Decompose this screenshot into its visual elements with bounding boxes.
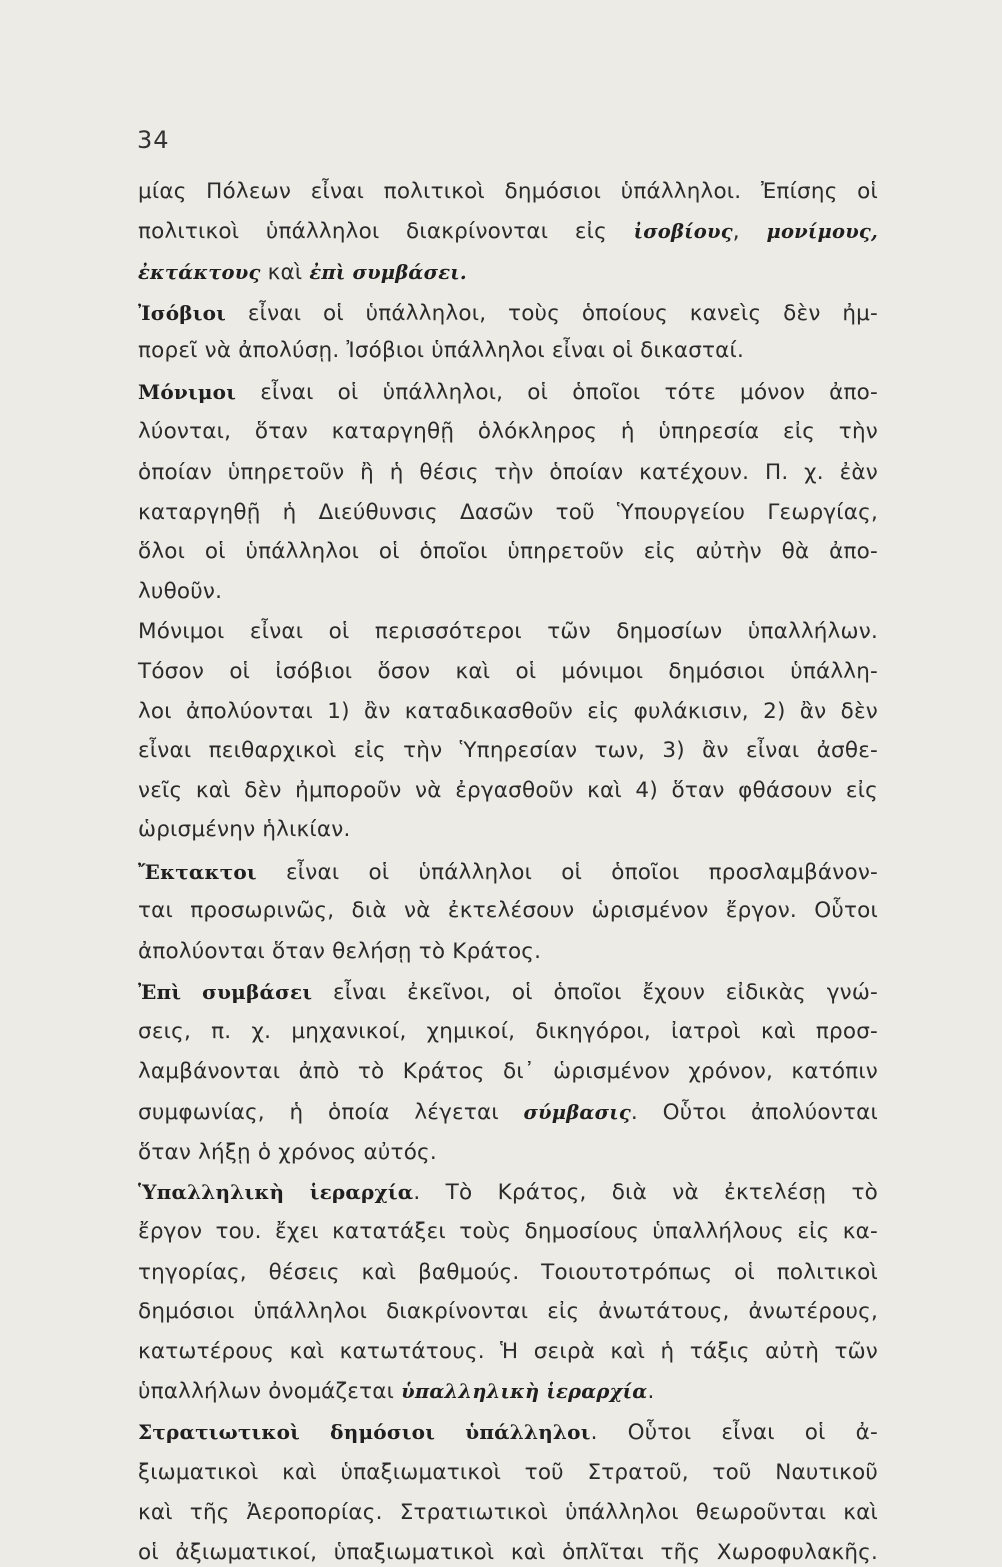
text-line (138, 1418, 878, 1447)
text-run: δημόσιοι ὑπάλληλοι διακρίνονται εἰς ἀνωτάτους, ἀνωτέρους, (138, 1299, 878, 1324)
emphasized-term: ὑπαλληλικὴ ἱεραρχία (401, 1380, 648, 1403)
text-line (138, 578, 222, 606)
emphasized-term: Μόνιμοι (138, 380, 237, 404)
text-run: ἔργον του. ἔχει κατατάξει τοὺς δημοσίους ὑπαλλήλους εἰς κα- (138, 1219, 878, 1244)
emphasized-term: ἐκτάκτους (138, 261, 261, 284)
text-line (138, 1459, 878, 1487)
text-line (138, 459, 878, 487)
text-line (138, 1139, 437, 1167)
text-run: τηγορίας, θέσεις καὶ βαθμούς. Τοιουτοτρόπως οἱ πολιτικοὶ (138, 1260, 878, 1285)
text-run: σεις, π. χ. μηχανικοί, χημικοί, δικηγόροι, ἰατροὶ καὶ προσ- (138, 1019, 878, 1044)
text-line (138, 178, 878, 206)
text-line (138, 1099, 878, 1127)
text-line (138, 618, 878, 646)
text-run: ται προσωρινῶς, διὰ νὰ ἐκτελέσουν ὡρισμένον ἔργον. Οὗτοι (138, 898, 878, 923)
text-run: νεῖς καὶ δὲν ἠμποροῦν νὰ ἐργασθοῦν καὶ 4) ὅταν φθάσουν εἰς (138, 778, 878, 803)
text-run: οἱ ἀξιωματικοί, ὑπαξιωματικοὶ καὶ ὁπλῖται τῆς Χωροφυλακῆς. (138, 1540, 878, 1565)
text-run: Τόσον οἱ ἰσόβιοι ὅσον καὶ οἱ μόνιμοι δημόσιοι ὑπάλλη- (138, 659, 878, 684)
text-line (138, 299, 878, 328)
text-run: λαμβάνονται ἀπὸ τὸ Κράτος δι᾽ ὡρισμένον χρόνον, κατόπιν (138, 1059, 878, 1084)
text-line (138, 938, 541, 966)
text-line (138, 1178, 878, 1207)
text-run: μίας Πόλεων εἶναι πολιτικοὶ δημόσιοι ὑπάλληλοι. Ἐπίσης οἱ (138, 179, 878, 204)
text-run: λοι ἀπολύονται 1) ἂν καταδικασθοῦν εἰς φυλάκισιν, 2) ἂν δὲν (138, 699, 878, 724)
text-run: λυθοῦν. (138, 579, 223, 604)
text-line (138, 499, 878, 527)
text-line (138, 698, 878, 726)
text-run: πολιτικοὶ ὑπάλληλοι διακρίνονται εἰς (138, 219, 634, 244)
emphasized-term: μονίμους, (766, 220, 878, 243)
emphasized-term: Ἰσόβιοι (138, 301, 227, 325)
text-run: Μόνιμοι εἶναι οἱ περισσότεροι τῶν δημοσίων ὑπαλλήλων. (138, 619, 878, 644)
text-run: , (732, 219, 767, 244)
text-line (138, 218, 878, 246)
text-line (138, 1259, 878, 1287)
text-run: ξιωματικοὶ καὶ ὑπαξιωματικοὶ τοῦ Στρατοῦ, τοῦ Ναυτικοῦ (138, 1460, 878, 1485)
text-run: . (647, 1379, 655, 1404)
emphasized-term: Στρατιωτικοὶ δημόσιοι ὑπάλληλοι (138, 1420, 591, 1444)
emphasized-term: Ἔκτακτοι (138, 860, 257, 884)
text-run: καὶ (260, 260, 310, 285)
text-run: λύονται, ὅταν καταργηθῇ ὁλόκληρος ἡ ὑπηρεσία εἰς τὴν (138, 419, 878, 444)
text-run: . Οὗτοι εἶναι οἱ ἀ- (590, 1420, 878, 1445)
emphasized-term: σύμβασις (523, 1101, 631, 1124)
text-line (138, 737, 878, 765)
text-run: εἶναι πειθαρχικοὶ εἰς τὴν Ὑπηρεσίαν των, 3) ἂν εἶναι ἀσθε- (138, 738, 878, 763)
text-line (138, 1058, 878, 1086)
text-line (138, 658, 878, 686)
text-run: συμφωνίας, ἡ ὁποία λέγεται (138, 1100, 524, 1125)
emphasized-term: Ἐπὶ συμβάσει (138, 980, 313, 1004)
text-line (138, 418, 878, 446)
text-run: καταργηθῇ ἡ Διεύθυνσις Δασῶν τοῦ Ὑπουργείου Γεωργίας, (138, 500, 878, 525)
text-run: εἶναι οἱ ὑπάλληλοι, οἱ ὁποῖοι τότε μόνον ἀπο- (236, 380, 878, 405)
text-run: ὁποίαν ὑπηρετοῦν ἢ ἡ θέσις τὴν ὁποίαν κατέχουν. Π. χ. ἐὰν (138, 460, 878, 485)
text-run: καὶ τῆς Ἀεροπορίας. Στρατιωτικοὶ ὑπάλληλοι θεωροῦνται καὶ (138, 1500, 878, 1525)
text-run: ὡρισμένην ἡλικίαν. (138, 817, 351, 842)
text-run: ἀπολύονται ὅταν θελήσῃ τὸ Κράτος. (138, 939, 542, 964)
text-line (138, 858, 878, 887)
emphasized-term: ἐπὶ συμβάσει. (309, 261, 467, 284)
text-line (138, 1298, 878, 1326)
text-line (138, 1218, 878, 1246)
text-line (138, 1499, 878, 1527)
text-run: ὅλοι οἱ ὑπάλληλοι οἱ ὁποῖοι ὑπηρετοῦν εἰς αὐτὴν θὰ ἀπο- (138, 539, 878, 564)
text-run: ὑπαλλήλων ὀνομάζεται (138, 1379, 402, 1404)
text-line (138, 978, 878, 1007)
text-line (138, 777, 878, 805)
text-run: πορεῖ νὰ ἀπολύσῃ. Ἰσόβιοι ὑπάλληλοι εἶναι οἱ δικασταί. (138, 338, 745, 363)
emphasized-term: ἰσοβίους (633, 220, 733, 243)
text-line (138, 816, 351, 844)
text-run: κατωτέρους καὶ κατωτάτους. Ἡ σειρὰ καὶ ἡ τάξις αὐτὴ τῶν (138, 1339, 878, 1364)
page-number: 34 (137, 126, 170, 154)
text-line (138, 259, 467, 287)
text-line (138, 1378, 655, 1406)
text-line (138, 337, 744, 365)
text-run: εἶναι οἱ ὑπάλληλοι οἱ ὁποῖοι προσλαμβάνον- (256, 860, 878, 885)
text-run: εἶναι ἐκεῖνοι, οἱ ὁποῖοι ἔχουν εἰδικὰς γνώ- (312, 980, 878, 1005)
text-run: . Οὗτοι ἀπολύονται (630, 1100, 878, 1125)
emphasized-term: Ὑπαλληλικὴ ἱεραρχία (138, 1180, 414, 1204)
text-line (138, 538, 878, 566)
text-line (138, 378, 878, 407)
text-line (138, 897, 878, 925)
text-line (138, 1018, 878, 1046)
text-line (138, 1338, 878, 1366)
text-run: εἶναι οἱ ὑπάλληλοι, τοὺς ὁποίους κανεὶς δὲν ἠμ- (226, 301, 878, 326)
text-run: . Τὸ Κράτος, διὰ νὰ ἐκτελέσῃ τὸ (413, 1180, 878, 1205)
text-line (138, 1539, 878, 1567)
text-run: ὅταν λήξῃ ὁ χρόνος αὐτός. (138, 1140, 437, 1165)
